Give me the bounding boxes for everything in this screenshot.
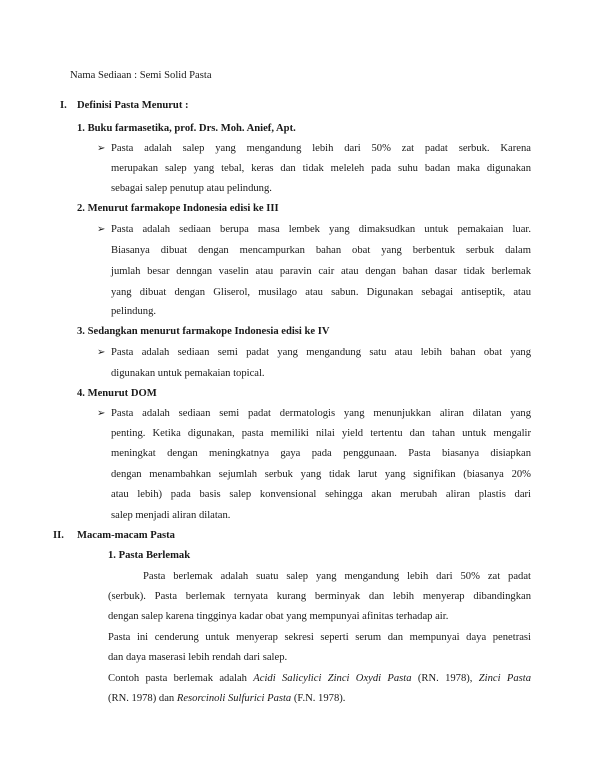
sub-heading-2: 2. Menurut farmakope Indonesia edisi ke III [77,203,279,214]
contoh-ref-1: (RN. 1978), [411,673,479,684]
nama-sediaan: Nama Sediaan : Semi Solid Pasta [70,70,212,81]
sub4-line-6: salep menjadi aliran dilatan. [111,510,231,521]
sub-heading-3: 3. Sedangkan menurut farmakope Indonesia edisi ke IV [77,326,330,337]
section-1-title: Definisi Pasta Menurut : [77,100,189,111]
sub1-line-1: Pasta adalah salep yang mengandung lebih dari 50% zat padat serbuk. Karena [111,143,531,154]
sub4-line-4: dengan menambahkan sejumlah serbuk yang tidak larut yang signifikan (biasanya 20% [111,469,531,480]
contoh-name-3: Resorcinoli Sulfurici Pasta [176,693,292,704]
sub2-line-2: Biasanya dibuat dengan mencampurkan bahan obat yang berbentuk serbuk dalam [111,245,531,256]
arrow-bullet-icon: ➢ [97,143,106,154]
contoh-ref-2: (RN. 1978) dan [108,693,177,704]
section-2-number: II. [53,530,64,541]
para2-line-2: dan daya maserasi lebih rendah dari salep. [108,652,288,663]
sub2-line-3: jumlah besar denngan vaselin atau paravin cair atau dengan bahan dasar tidak berlemak [111,266,531,277]
sub4-line-2: penting. Ketika digunakan, pasta memiliki nilai yield tertentu dan tahan untuk mengalir [111,428,531,439]
sub1-line-3: sebagai salep penutup atau pelindung. [111,183,272,194]
section-2-title: Macam-macam Pasta [77,530,175,541]
contoh-prefix: Contoh pasta berlemak adalah [108,673,254,684]
arrow-bullet-icon: ➢ [97,347,106,358]
sub3-line-2: digunakan untuk pemakaian topical. [111,368,265,379]
sub2-line-1: Pasta adalah sediaan berupa masa lembek yang dimaksudkan untuk pemakaian luar. [111,224,531,235]
sub2-line-4: yang dibuat dengan Gliserol, musilago atau sabun. Digunakan sebagai antiseptik, atau [111,287,531,298]
sub4-line-3: meningkat dengan meningkatnya gaya pada penggunaan. Pasta biasanya disiapkan [111,448,531,459]
arrow-bullet-icon: ➢ [97,224,106,235]
contoh-line-1 [108,673,531,684]
para1-line-1: Pasta berlemak adalah suatu salep yang mengandung lebih dari 50% zat padat [143,571,531,582]
sub-heading-4: 4. Menurut DOM [77,388,157,399]
para2-line-1: Pasta ini cenderung untuk menyerap sekresi seperti serum dan mempunyai daya penetrasi [108,632,531,643]
sub4-line-5: atau lebih) pada basis salep konvensional sehingga akan merubah aliran plastis dari [111,489,531,500]
para1-line-3: dengan salep karena tingginya kadar obat yang mempunyai afinitas terhadap air. [108,611,449,622]
contoh-name-1: Acidi Salicylici Zinci Oxydi Pasta [253,673,412,684]
para1-line-2: (serbuk). Pasta berlemak ternyata kurang berminyak dan lebih menyerap dibandingkan [108,591,531,602]
sub-heading-1: 1. Buku farmasetika, prof. Drs. Moh. Anief, Apt. [77,123,296,134]
arrow-bullet-icon: ➢ [97,408,106,419]
sub-heading-pasta-berlemak: 1. Pasta Berlemak [108,550,191,561]
section-1-number: I. [60,100,67,111]
sub3-line-1: Pasta adalah sediaan semi padat yang mengandung satu atau lebih bahan obat yang [111,347,531,358]
sub1-line-2: merupakan salep yang tebal, keras dan tidak meleleh pada suhu badan maka digunakan [111,163,531,174]
contoh-line-2 [108,693,345,704]
contoh-name-2: Zinci Pasta [478,673,531,684]
sub2-line-5: pelindung. [111,306,157,317]
sub4-line-1: Pasta adalah sediaan semi padat dermatologis yang menunjukkan aliran dilatan yang [111,408,531,419]
contoh-ref-3: (F.N. 1978). [291,693,346,704]
